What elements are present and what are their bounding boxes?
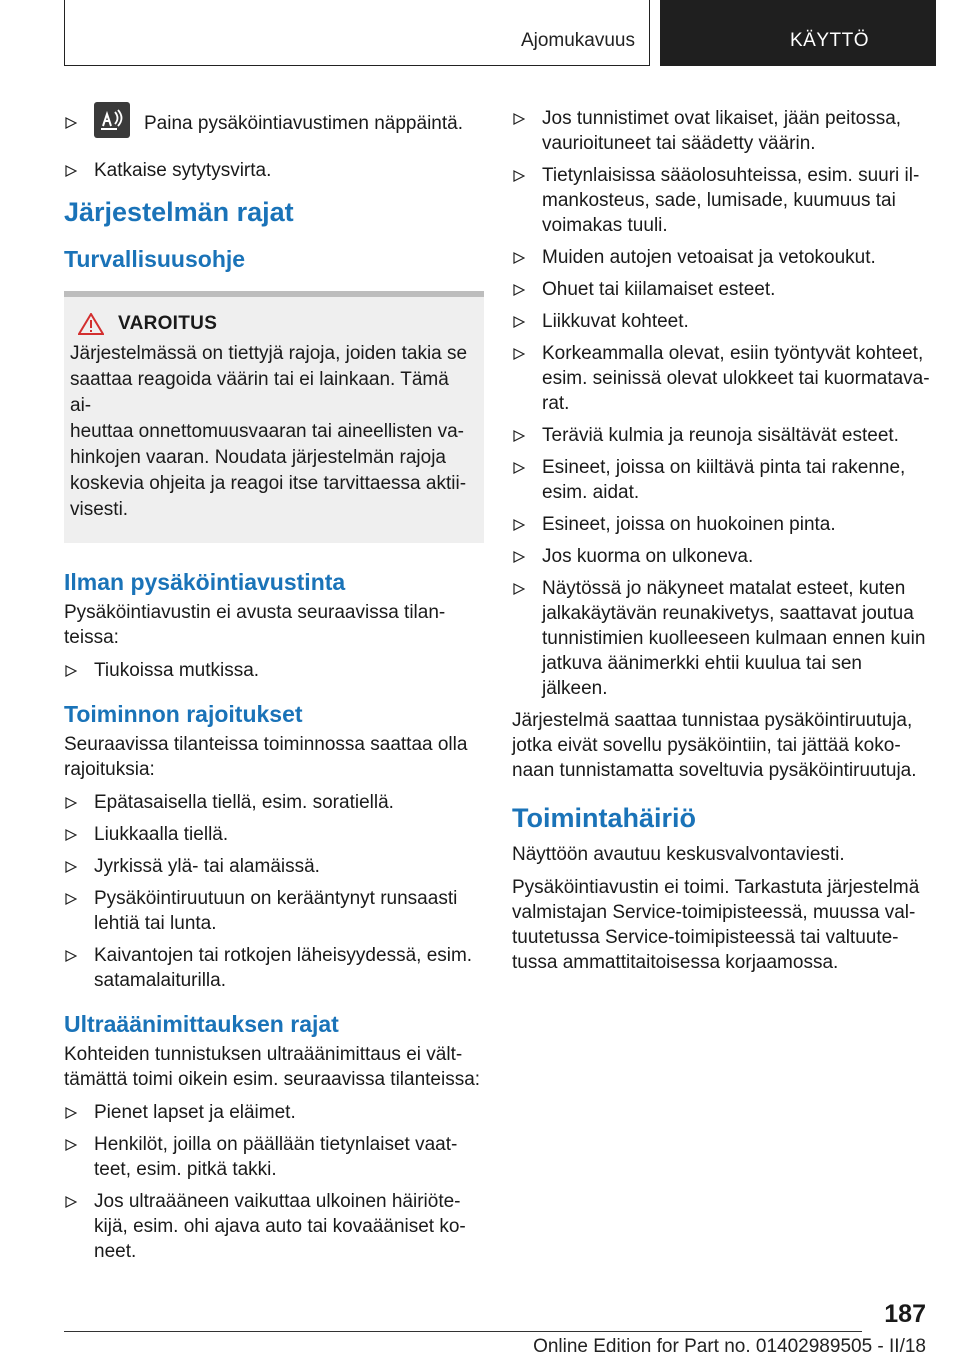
list-item [512, 163, 932, 238]
section-subtitle: Turvallisuusohje [64, 246, 246, 272]
list-item-line: Korkeammalla olevat, esiin työntyvät kohteet, [542, 343, 924, 364]
list-item-line: jalkakäytävän reunakivetys, saattavat joutua [542, 603, 914, 624]
para-line: tussa ammattitaitoisessa korjaamossa. [512, 952, 839, 973]
list-item-line: Esineet, joissa on kiiltävä pinta tai rakenne, [542, 457, 906, 478]
s1-list [64, 658, 484, 683]
para-line: naan tunnistamatta soveltuvia pysäköintiruutuja. [512, 760, 917, 781]
s2-list [64, 790, 484, 993]
footer-divider [64, 1331, 862, 1332]
step-text: Katkaise sytytysvirta. [94, 160, 272, 181]
warning-line: hinkojen vaaran. Noudata järjestelmän rajoja [70, 447, 447, 468]
list-item-line: esim. seinissä olevat ulokkeet tai kuormatava- [542, 368, 930, 389]
list-item [512, 106, 932, 156]
list-item-line: Henkilöt, joilla on päällään tietynlaiset vaat- [94, 1134, 458, 1155]
para-line: Pysäköintiavustin ei toimi. Tarkastuta järjestelmä [512, 877, 920, 898]
left-column [64, 110, 484, 1271]
warning-line: saattaa reagoida väärin tai ei lainkaan. Tämä ai- [70, 369, 449, 416]
page-number: 187 [884, 1300, 926, 1328]
bullet-triangle-icon [65, 1101, 79, 1119]
list-item-line: Jos kuorma on ulkoneva. [542, 546, 754, 567]
list-item-line: neet. [94, 1241, 137, 1262]
section-intro [64, 732, 484, 782]
section-heading: Toiminnon rajoitukset [64, 701, 303, 727]
list-item [512, 576, 932, 701]
step-item [64, 158, 484, 183]
list-item [512, 455, 932, 505]
list-item [64, 886, 484, 936]
section-heading: Toimintahäiriö [512, 803, 697, 833]
list-item-line: Liikkuvat kohteet. [542, 311, 689, 332]
header-chapter-title: KÄYTTÖ [790, 30, 870, 51]
bullet-triangle-icon [513, 545, 527, 563]
list-item [512, 423, 932, 448]
warning-line: Järjestelmässä on tiettyjä rajoja, joiden takia se [70, 343, 468, 364]
list-item-line: Epätasaisella tiellä, esim. soratiellä. [94, 792, 394, 813]
bullet-triangle-icon [65, 659, 79, 677]
bullet-triangle-icon [513, 164, 527, 182]
list-item-line: teet, esim. pitkä takki. [94, 1159, 277, 1180]
list-item-line: mankosteus, sade, lumisade, kuumuus tai [542, 190, 896, 211]
bullet-triangle-icon [65, 1133, 79, 1151]
list-item-line: voimakas tuuli. [542, 215, 668, 236]
paragraph [512, 875, 932, 975]
list-item-line: Jos ultraääneen vaikuttaa ulkoinen häiriöte- [94, 1191, 461, 1212]
list-item [512, 544, 932, 569]
intro-line: tämättä toimi oikein esim. seuraavissa tilanteissa: [64, 1069, 481, 1090]
footer-edition: Online Edition for Part no. 01402989505 - II/18 [533, 1336, 926, 1357]
para-line: tuutetussa Service-toimipisteessä tai valtuute- [512, 927, 899, 948]
list-item [64, 658, 484, 683]
intro-line: rajoituksia: [64, 759, 155, 780]
list-item [64, 822, 484, 847]
bullet-triangle-icon [513, 513, 527, 531]
right-column [512, 106, 932, 983]
para-line: jotka eivät sovellu pysäköintiin, tai jättää koko- [512, 735, 901, 756]
list-item-line: Pienet lapset ja eläimet. [94, 1102, 296, 1123]
list-item [512, 277, 932, 302]
paragraph [512, 842, 932, 867]
section-intro [64, 600, 484, 650]
list-item-line: vaurioituneet tai säädetty väärin. [542, 133, 816, 154]
list-item [64, 943, 484, 993]
warning-text [70, 341, 474, 523]
header-section-title: Ajomukavuus [520, 30, 635, 51]
list-item [512, 309, 932, 334]
paragraph [512, 708, 932, 783]
bullet-triangle-icon [513, 278, 527, 296]
warning-label: VAROITUS [118, 313, 218, 334]
list-item-line: esim. aidat. [542, 482, 640, 503]
warning-line: visesti. [70, 499, 129, 520]
warning-line: koskevia ohjeita ja reagoi itse tarvittaessa aktii- [70, 473, 467, 494]
list-item [64, 854, 484, 879]
section-intro [64, 1042, 484, 1092]
bullet-triangle-icon [65, 111, 79, 129]
bullet-triangle-icon [65, 791, 79, 809]
list-item [64, 790, 484, 815]
hand-pointer-icon [0, 0, 24, 30]
list-item-line: Jos tunnistimet ovat likaiset, jään peitossa, [542, 108, 902, 129]
list-item-line: Näytössä jo näkyneet matalat esteet, kuten [542, 578, 906, 599]
warning-box [64, 291, 484, 543]
bullet-triangle-icon [65, 1190, 79, 1208]
bullet-triangle-icon [65, 823, 79, 841]
intro-line: Pysäköintiavustin ei avusta seuraavissa tilan- [64, 602, 446, 623]
list-item-line: lehtiä tai lunta. [94, 913, 217, 934]
warning-header [78, 313, 474, 335]
list-item [512, 512, 932, 537]
list-item-line: tunnistimien kuolleeseen kulmaan ennen kuin [542, 628, 926, 649]
list-item [64, 1189, 484, 1264]
para-line: Järjestelmä saattaa tunnistaa pysäköintiruutuja, [512, 710, 913, 731]
section-heading: Ilman pysäköintiavustinta [64, 569, 346, 595]
list-item-line: rat. [542, 393, 570, 414]
list-item-line: Esineet, joissa on huokoinen pinta. [542, 514, 836, 535]
header-chapter-box [660, 0, 936, 66]
bullet-triangle-icon [513, 456, 527, 474]
s3-list [64, 1100, 484, 1264]
list-item-line: kijä, esim. ohi ajava auto tai kovaääniset ko- [94, 1216, 466, 1237]
page-title: Järjestelmän rajat [64, 197, 294, 227]
list-item-line: satamalaiturilla. [94, 970, 226, 991]
intro-line: Kohteiden tunnistuksen ultraäänimittaus ei vält- [64, 1044, 463, 1065]
intro-line: teissa: [64, 627, 119, 648]
list-item-line: Tietynlaisissa sääolosuhteissa, esim. suuri il- [542, 165, 920, 186]
para-line: valmistajan Service-toimipisteessä, muussa val- [512, 902, 916, 923]
warning-line: heuttaa onnettomuusvaaran tai aineellisten va- [70, 421, 464, 442]
list-item [64, 1100, 484, 1125]
bullet-triangle-icon [65, 887, 79, 905]
list-item-line: Ohuet tai kiilamaiset esteet. [542, 279, 776, 300]
intro-line: Seuraavissa tilanteissa toiminnossa saattaa olla [64, 734, 468, 755]
bullet-triangle-icon [513, 577, 527, 595]
bullet-triangle-icon [513, 107, 527, 125]
list-item-line: Jyrkissä ylä- tai alamäissä. [94, 856, 320, 877]
bullet-triangle-icon [65, 944, 79, 962]
list-item [512, 245, 932, 270]
list-item-line: Muiden autojen vetoaisat ja vetokoukut. [542, 247, 876, 268]
list-item-line: Kaivantojen tai rotkojen läheisyydessä, esim. [94, 945, 473, 966]
park-assist-button-icon [94, 102, 130, 138]
right-list [512, 106, 932, 701]
list-item-line: Liukkaalla tiellä. [94, 824, 229, 845]
list-item-line: Tiukoissa mutkissa. [94, 660, 260, 681]
section-heading: Ultraäänimittauksen rajat [64, 1011, 339, 1037]
warning-triangle-icon [78, 313, 104, 335]
list-item-line: Pysäköintiruutuun on kerääntynyt runsaasti [94, 888, 458, 909]
bullet-triangle-icon [65, 855, 79, 873]
list-item-line: Teräviä kulmia ja reunoja sisältävät esteet. [542, 425, 899, 446]
bullet-triangle-icon [513, 424, 527, 442]
header-section-box [64, 0, 650, 66]
step-text: Paina pysäköintiavustimen näppäintä. [144, 113, 463, 135]
step-item [64, 110, 484, 138]
list-item [512, 341, 932, 416]
bullet-triangle-icon [513, 342, 527, 360]
bullet-triangle-icon [513, 310, 527, 328]
bullet-triangle-icon [65, 159, 79, 177]
para-line: Näyttöön avautuu keskusvalvontaviesti. [512, 844, 845, 865]
list-item-line: jatkuva äänimerkki ehtii kuulua tai sen jälkeen. [542, 653, 863, 699]
list-item [64, 1132, 484, 1182]
bullet-triangle-icon [513, 246, 527, 264]
